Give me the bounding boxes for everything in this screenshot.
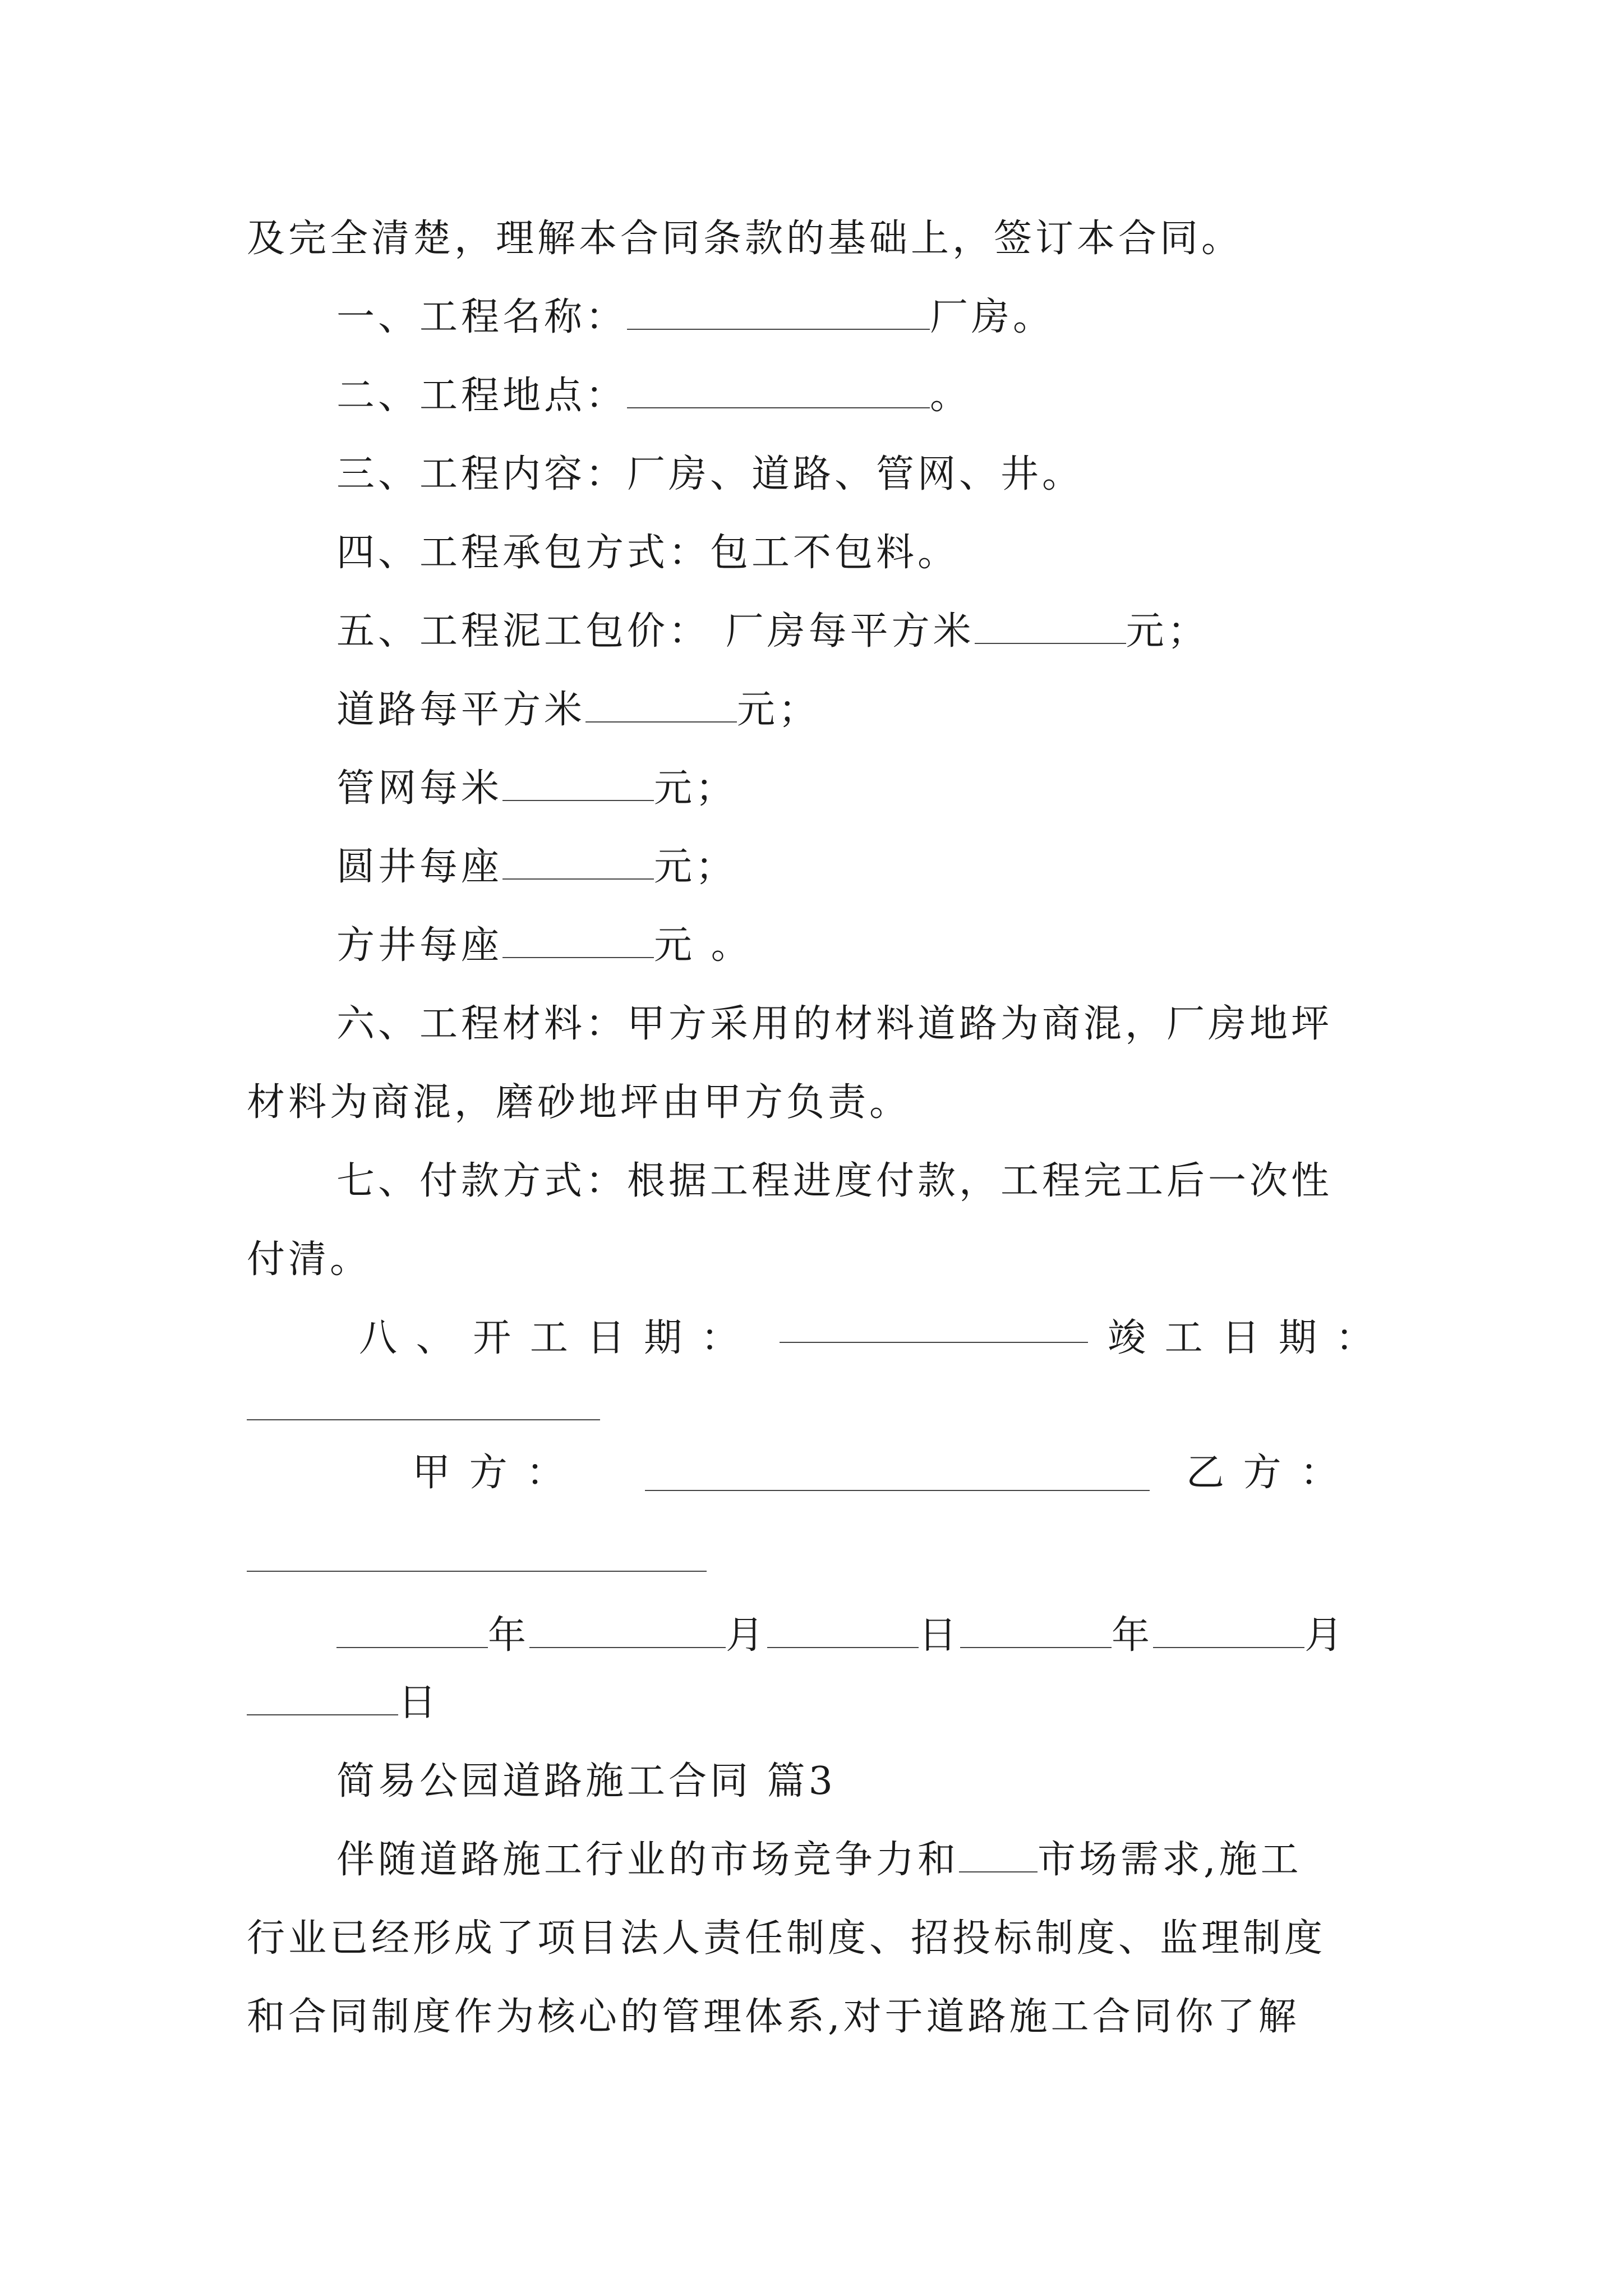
clause-3-project-content: 三、工程内容：厂房、道路、管网、井。 bbox=[336, 452, 1084, 496]
signature-dates bbox=[336, 1608, 1346, 1664]
paragraph-text: 市场需求,施工 bbox=[1038, 1838, 1302, 1882]
clause-4-contract-method: 四、工程承包方式：包工不包料。 bbox=[336, 531, 960, 575]
blank-field bbox=[975, 610, 1126, 644]
price-road bbox=[336, 682, 820, 738]
blank-field bbox=[247, 1571, 707, 1572]
price-label: 管网每米 bbox=[336, 766, 503, 811]
price-unit: 元； bbox=[737, 688, 820, 732]
signature-day-line bbox=[247, 1675, 440, 1731]
blank-field bbox=[247, 1419, 600, 1420]
blank-field bbox=[502, 924, 654, 958]
blank-field bbox=[959, 1839, 1038, 1872]
year-label: 年 bbox=[1112, 1613, 1154, 1658]
party-a-label: 甲 方 ： bbox=[412, 1451, 568, 1495]
month-label: 月 bbox=[1304, 1613, 1347, 1658]
blank-field bbox=[585, 689, 737, 723]
blank-field bbox=[529, 1614, 726, 1648]
paragraph-text: 伴随道路施工行业的市场竞争力和 bbox=[336, 1838, 960, 1882]
clause-2-project-location bbox=[336, 368, 971, 424]
text-line: 付清。 bbox=[247, 1237, 372, 1282]
text-line: 材料为商混，磨砂地坪由甲方负责。 bbox=[247, 1080, 911, 1125]
clause-5-price bbox=[336, 604, 1209, 660]
price-pipe-network bbox=[336, 761, 737, 817]
price-unit: 元 。 bbox=[654, 923, 753, 968]
blank-field bbox=[780, 1342, 1088, 1343]
completion-date-label: 竣 工 日 期 ： bbox=[1108, 1316, 1377, 1360]
clause-suffix: 厂房。 bbox=[930, 295, 1055, 339]
price-label: 圆井每座 bbox=[336, 845, 503, 889]
blank-field bbox=[247, 1682, 398, 1715]
clause-7-payment: 七、付款方式：根据工程进度付款，工程完工后一次性 bbox=[336, 1159, 1333, 1203]
day-label: 日 bbox=[919, 1613, 961, 1658]
paragraph-line: 行业已经形成了项目法人责任制度、招投标制度、监理制度 bbox=[247, 1916, 1326, 1961]
blank-field bbox=[960, 1614, 1112, 1648]
price-unit: 元； bbox=[654, 766, 737, 811]
clause-label: 一、工程名称： bbox=[336, 295, 628, 339]
paragraph-line bbox=[336, 1832, 1302, 1888]
year-label: 年 bbox=[488, 1613, 530, 1658]
clause-6-materials: 六、工程材料：甲方采用的材料道路为商混，厂房地坪 bbox=[336, 1002, 1333, 1046]
paragraph-line: 和合同制度作为核心的管理体系,对于道路施工合同你了解 bbox=[247, 1995, 1300, 2039]
blank-field bbox=[336, 1614, 488, 1648]
blank-field bbox=[627, 296, 930, 330]
blank-field bbox=[502, 846, 654, 880]
blank-field bbox=[627, 375, 930, 408]
price-round-well bbox=[336, 839, 737, 895]
party-b-label: 乙 方 ： bbox=[1186, 1451, 1342, 1495]
blank-field bbox=[767, 1614, 919, 1648]
clause-label: 二、工程地点： bbox=[336, 374, 628, 418]
price-unit: 元； bbox=[654, 845, 737, 889]
blank-field bbox=[1153, 1614, 1304, 1648]
price-label: 方井每座 bbox=[336, 923, 503, 968]
day-label: 日 bbox=[398, 1681, 440, 1725]
clause-1-project-name bbox=[336, 289, 1054, 346]
price-label: 道路每平方米 bbox=[336, 688, 586, 732]
clause-suffix: 。 bbox=[930, 374, 972, 418]
blank-field bbox=[502, 767, 654, 801]
clause-label: 五、工程泥工包价： 厂房每平方米 bbox=[336, 609, 975, 654]
month-label: 月 bbox=[726, 1613, 768, 1658]
price-square-well bbox=[336, 918, 753, 974]
clause-suffix: 元； bbox=[1126, 609, 1209, 654]
blank-field bbox=[645, 1490, 1150, 1491]
section-heading: 简易公园道路施工合同 篇3 bbox=[336, 1759, 836, 1803]
clause-8-start-date-label: 八 、 开 工 日 期 ： bbox=[359, 1316, 743, 1360]
text-line: 及完全清楚，理解本合同条款的基础上，签订本合同。 bbox=[247, 217, 1243, 261]
